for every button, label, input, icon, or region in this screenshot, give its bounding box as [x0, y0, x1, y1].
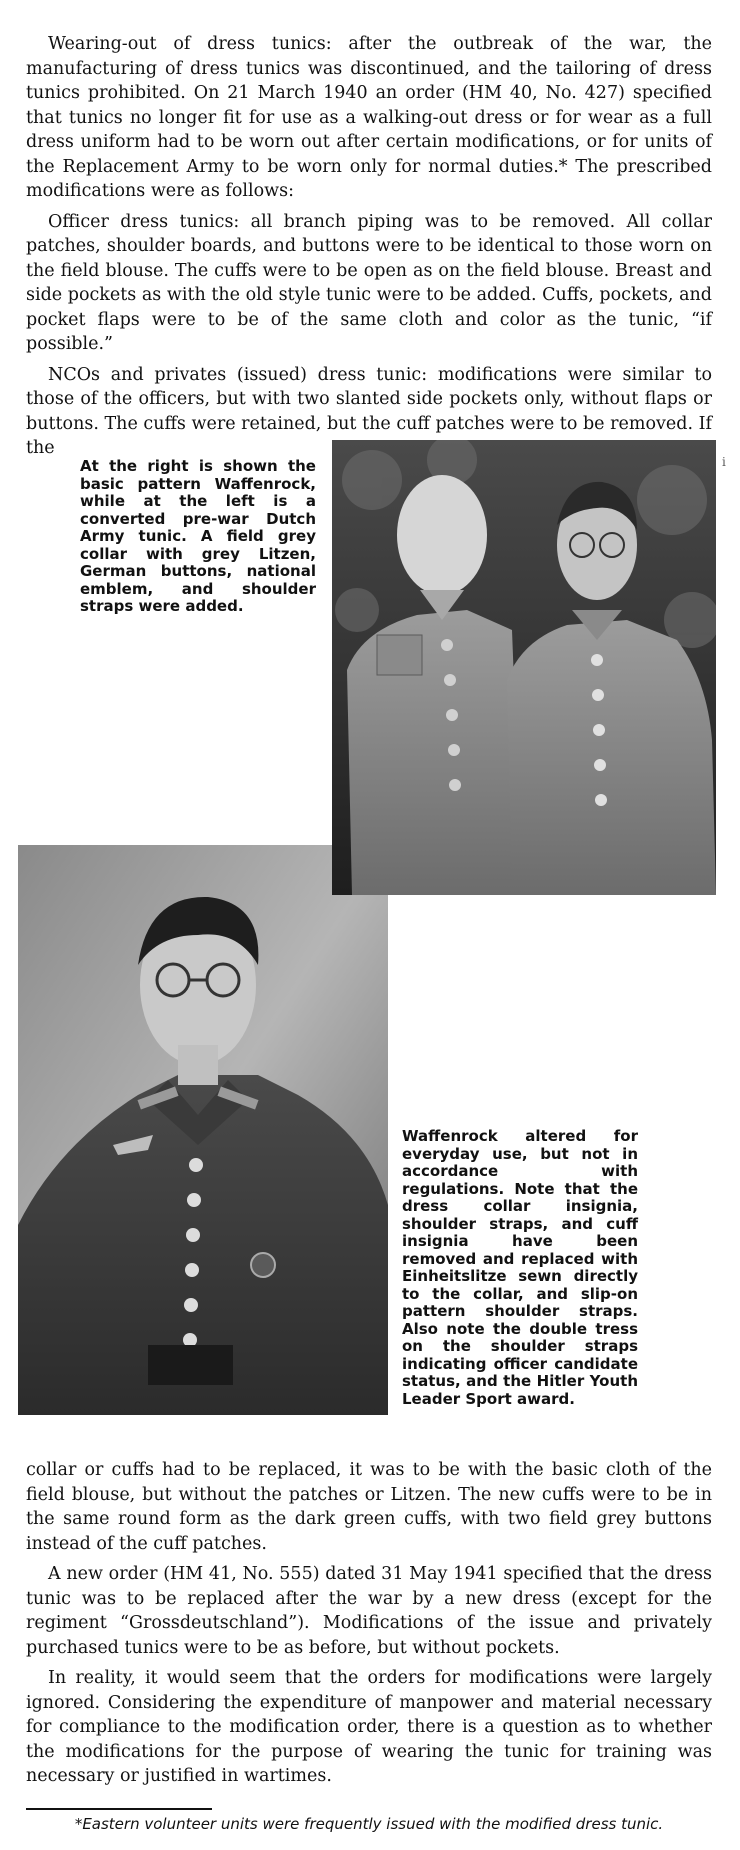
paragraph-collar-cuffs: collar or cuffs had to be replaced, it was to be with the basic cloth of the field blouse, but without the patches or Litzen. The new cuffs were to be in the same round form as the dark green cuffs, with two field grey buttons instead of the cuff patches. [26, 1460, 712, 1554]
portrait-illustration [18, 845, 388, 1415]
paragraph-nco-tunics: NCOs and privates (issued) dress tunic: modifications were similar to those of the officers, but with two slanted side pockets only, without flaps or buttons. The cuffs were retained, but the cuff patches were to be removed. If the [26, 364, 712, 458]
two-soldiers-illustration [332, 440, 716, 895]
paragraph-reality: In reality, it would seem that the orders for modifications were largely ignored. Considering the expenditure of manpower and material necessary for compliance to the modification order, there is a question as to whether the modifications for the purpose of wearing the tunic for training was necessary or justified in wartimes. [26, 1668, 712, 1786]
footnote-divider [26, 1808, 212, 1810]
article-text-top [26, 32, 712, 467]
photo-caption-two-soldiers: At the right is shown the basic pattern Waffenrock, while at the left is a converted pre-war Dutch Army tunic. A field grey collar with grey Litzen, German buttons, national emblem, and shoulder straps were added. [80, 457, 316, 615]
paragraph-new-order: A new order (HM 41, No. 555) dated 31 May 1941 specified that the dress tunic was to be replaced after the war by a new dress (except for the regiment “Grossdeutschland”). Modifications of the issue and privately purchased tunics were to be as before, but without pockets. [26, 1564, 712, 1658]
photo-caption-single-soldier: Waffenrock altered for everyday use, but not in accordance with regulations. Note that the dress collar insignia, shoulder straps, and cuff insignia have been removed and replaced with Einheitslitze sewn directly to the collar, and slip-on pattern shoulder straps. Also note the double tress on the shoulder straps indicating officer candidate status, and the Hitler Youth Leader Sport award. [402, 1127, 638, 1408]
margin-mark: i [722, 455, 726, 469]
article-text-bottom [26, 1458, 712, 1795]
photo-two-soldiers [332, 440, 716, 895]
footnote: *Eastern volunteer units were frequently issued with the modified dress tunic. [74, 1815, 664, 1833]
photo-single-soldier [18, 845, 388, 1415]
paragraph-wearing-out: Wearing-out of dress tunics: after the outbreak of the war, the manufacturing of dress tunics was discontinued, and the tailoring of dress tunics prohibited. On 21 March 1940 an order (HM 40, No. 427) specified that tunics no longer fit for use as a walking-out dress or for wear as a full dress uniform had to be worn out after certain modifications, or for units of the Replacement Army to be worn only for normal duties.* The prescribed modifications were as follows: [26, 34, 712, 201]
paragraph-officer-tunics: Officer dress tunics: all branch piping was to be removed. All collar patches, shoulder boards, and buttons were to be identical to those worn on the field blouse. The cuffs were to be open as on the field blouse. Breast and side pockets as with the old style tunic were to be added. Cuffs, pockets, and pocket flaps were to be of the same cloth and color as the tunic, “if possible.” [26, 211, 712, 354]
